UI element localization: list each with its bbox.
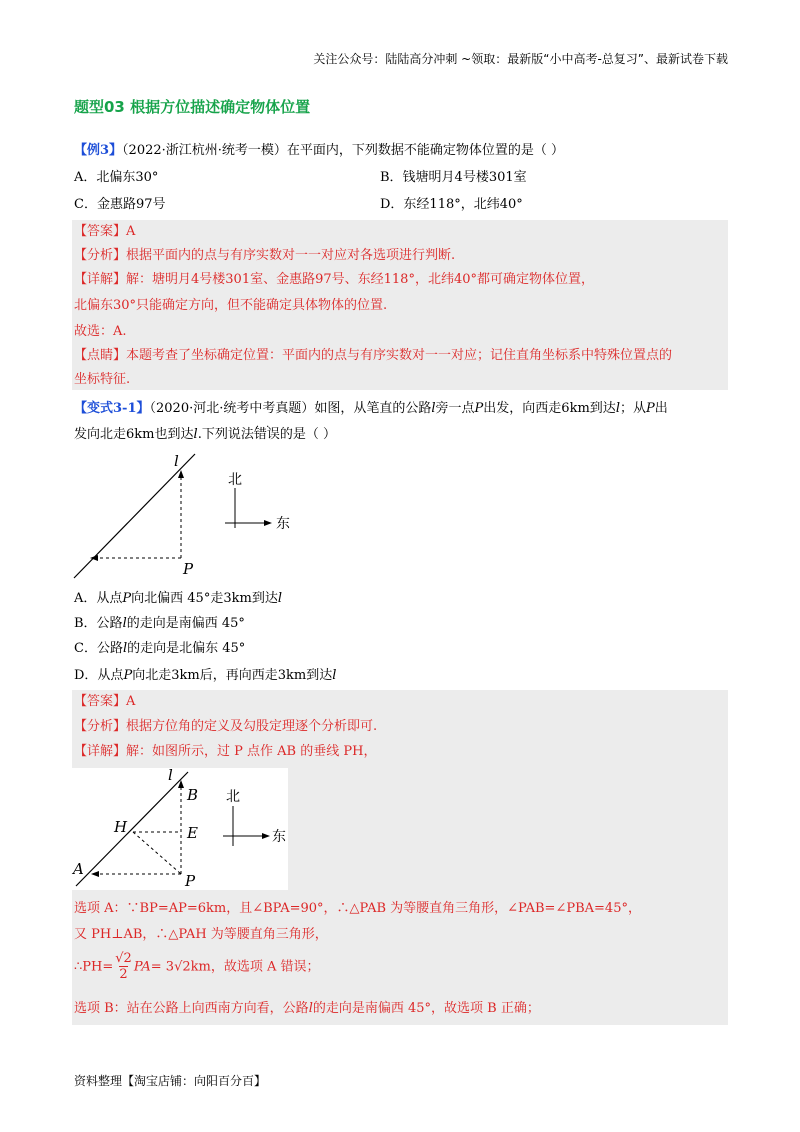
label-p: P: [183, 560, 194, 578]
figure2-solution-diagram: [70, 766, 290, 892]
fraction-denominator: 2: [119, 967, 128, 982]
variant31-detail-tag: 【详解】: [74, 744, 127, 759]
var-l: l: [193, 427, 198, 442]
formula-equals: = 3: [150, 959, 175, 975]
variant31-q-text: 旁一点: [435, 401, 475, 416]
var-l: l: [122, 616, 127, 631]
option-text: B．公路: [74, 616, 123, 631]
fraction-numerator: √2: [115, 951, 132, 966]
unit-km: km: [231, 591, 252, 606]
variant31-option-b: [74, 613, 245, 635]
example3-option-b: B．钱塘明月4号楼301室: [380, 170, 527, 185]
option-b-text: 的走向是南偏西 45°，故选项 B 正确；: [312, 1001, 540, 1016]
compass-east-label: 东: [276, 516, 290, 532]
example3-analysis: [74, 245, 455, 267]
var-p: P: [474, 401, 484, 416]
option-text: 到达: [251, 591, 278, 606]
option-text: 向北偏西 45°走3: [131, 591, 232, 606]
variant31-analysis-text: 根据方位角的定义及勾股定理逐个分析即可.: [126, 719, 378, 734]
variant31-option-b-solution: [74, 998, 540, 1020]
example3-answer-value: A: [126, 224, 136, 239]
example3-comment-text-1: 本题考查了坐标确定位置：平面内的点与有序实数对一一对应；记住直角坐标系中特殊位置点的: [126, 348, 673, 363]
unit-km: km: [285, 668, 307, 683]
example3-analysis-tag: 【分析】: [74, 248, 127, 263]
example3-choose: 故选：A.: [74, 324, 127, 339]
emphasis-wrong: · · 错误: [254, 427, 280, 442]
variant31-option-d: [74, 665, 336, 687]
variant31-analysis-tag: 【分析】: [74, 719, 127, 734]
example3-analysis-text: 根据平面内的点与有序实数对一一对应对各选项进行判断.: [126, 248, 456, 263]
variant31-answer: [74, 691, 135, 713]
example3-detail: [74, 269, 594, 291]
variant31-q-text: ；从: [619, 401, 646, 416]
example3-tag: 【例3】: [74, 143, 123, 158]
example3-comment-text-2: 坐标特征.: [74, 372, 131, 387]
variant31-question-line1: [74, 398, 668, 420]
example3-question-text: （2022·浙江杭州·统考一模）在平面内，下列数据不能确定物体位置的是（ ）: [122, 143, 565, 158]
compass-east-arrow: [262, 833, 270, 839]
variant31-answer-value: A: [126, 694, 136, 709]
fraction: [115, 952, 132, 982]
var-pa: PA: [133, 959, 151, 975]
label-h: H: [114, 818, 128, 836]
example3-detail-tag: 【详解】: [74, 272, 127, 287]
unit-km: km: [134, 427, 155, 442]
variant31-detail-text: 解：如图所示，过 P 点作 AB 的垂线 PH，: [126, 744, 377, 759]
variant31-question-line2: [74, 424, 336, 446]
var-l: l: [277, 591, 282, 606]
variant31-q-text: .下列说法: [197, 427, 254, 442]
var-l: l: [431, 401, 436, 416]
option-text: 向北走3: [132, 668, 180, 683]
option-text: D．从点: [74, 668, 124, 683]
var-l: l: [308, 1001, 313, 1016]
example3-question: [74, 140, 564, 162]
option-text: 后，再向西走3: [199, 668, 286, 683]
option-text: 的走向是北偏东 45°: [127, 641, 246, 656]
variant31-option-a-solution-2: 又 PH⊥AB，∴△PAH 为等腰直角三角形，: [74, 927, 328, 942]
variant31-answer-tag: 【答案】: [74, 694, 127, 709]
var-l: l: [332, 668, 337, 683]
variant31-q-text: 出发，向西走6: [483, 401, 570, 416]
example3-detail-text-2: 北偏东30°只能确定方向，但不能确定具体物体的位置.: [74, 298, 388, 313]
label-e: E: [187, 824, 198, 842]
variant31-option-c: [74, 638, 245, 660]
label-p: P: [185, 872, 196, 890]
variant31-option-a: [74, 588, 282, 610]
example3-option-d: D．东经118°，北纬40°: [380, 197, 523, 212]
road-line-l: [74, 454, 195, 578]
variant31-option-a-solution-3: [74, 952, 319, 983]
arrow-a-head: [91, 871, 99, 877]
example3-option-c: C．金惠路97号: [74, 197, 166, 212]
figure1-direction-diagram: [70, 450, 310, 585]
unit-km: km: [569, 401, 590, 416]
var-p: P: [646, 401, 655, 416]
option-text: 的走向是南偏西 45°: [126, 616, 245, 631]
example3-comment: [74, 345, 672, 367]
unit-km: km: [179, 668, 200, 683]
dashed-ph: [133, 832, 181, 874]
variant31-q-text: 发向北走6: [74, 427, 135, 442]
compass-north-label: 北: [228, 472, 242, 488]
variant31-q-text: （2020·河北·统考中考真题）如图，从笔直的公路: [149, 401, 432, 416]
compass-east-arrow: [264, 520, 272, 526]
variant31-detail: [74, 741, 376, 763]
option-b-text: 选项 B：站在公路上向西南方向看，公路: [74, 1001, 309, 1016]
page-footer: 资料整理【淘宝店铺：向阳百分百】: [74, 1074, 267, 1088]
example3-answer: [74, 221, 135, 243]
example3-detail-text-1: 解：塘明月4号楼301室、金惠路97号、东经118°，北纬40°都可确定物体位置，: [126, 272, 594, 287]
var-l: l: [615, 401, 620, 416]
page-header: 关注公众号：陆陆高分冲刺 ~领取：最新版“小中高考-总复习”、最新试卷下载: [313, 52, 728, 66]
option-text: A．从点: [74, 591, 123, 606]
example3-comment-tag: 【点睛】: [74, 348, 127, 363]
var-p: P: [122, 591, 132, 606]
variant31-q-text: 出: [654, 401, 668, 416]
variant31-analysis: [74, 716, 377, 738]
variant31-q-text: 到达: [589, 401, 616, 416]
road-line-ab: [76, 772, 188, 886]
compass-east-label: 东: [272, 829, 286, 845]
formula-root: √2: [174, 959, 191, 975]
variant31-tag: 【变式3-1】: [74, 401, 150, 416]
var-l: l: [122, 641, 128, 656]
example3-option-a: A．北偏东30°: [74, 170, 159, 185]
label-b: B: [187, 786, 199, 804]
compass-north-label: 北: [226, 789, 240, 805]
variant31-q-text: 的是（ ）: [279, 427, 336, 442]
option-text: C．公路: [74, 641, 123, 656]
label-l: l: [174, 452, 179, 470]
variant31-q-text: 也到达: [154, 427, 194, 442]
label-a: A: [73, 860, 84, 878]
option-text: 到达: [306, 668, 333, 683]
formula-suffix: km，故选项 A 错误；: [190, 959, 320, 975]
formula-prefix: ∴PH=: [74, 959, 114, 975]
section-title: 题型03 根据方位描述确定物体位置: [74, 98, 311, 116]
variant31-option-a-solution-1: 选项 A：∵BP=AP=6km，且∠BPA=90°，∴△PAB 为等腰直角三角形，∠PAB=∠PBA=45°，: [74, 901, 641, 916]
var-p: P: [123, 668, 133, 683]
label-l: l: [168, 766, 173, 784]
example3-answer-tag: 【答案】: [74, 224, 127, 239]
